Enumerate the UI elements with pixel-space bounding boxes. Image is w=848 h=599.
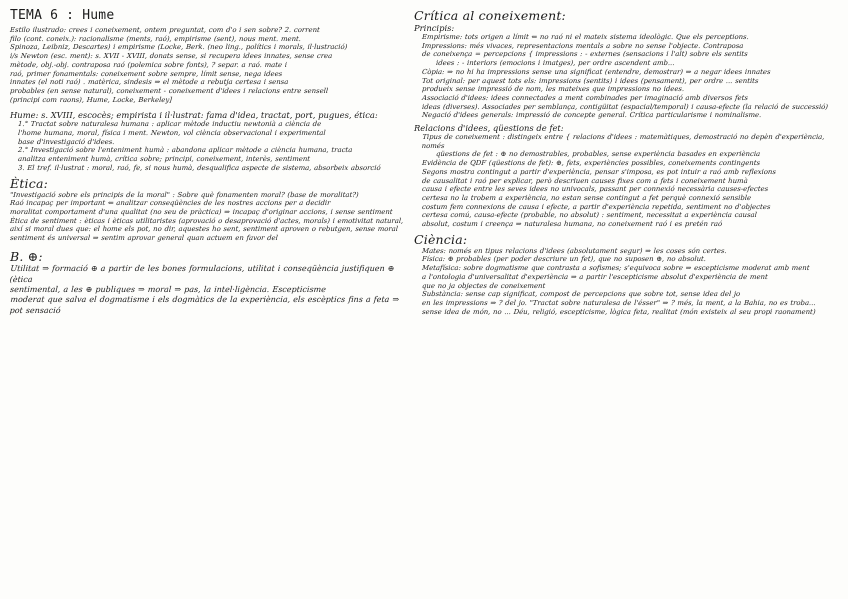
hume-point-line: 3. El tref. il·lustrat : moral, raó, fe, si nous humà, desqualifica aspecte de sistema, absorbeix absorció xyxy=(17,163,381,172)
critique-line: Tot original: per aquest tots els: impressions (sentits) i idees (pensament), per ordre ... sentits xyxy=(421,76,759,85)
science-block xyxy=(414,247,840,317)
intro-line: Estilo ilustrado: crees i coneixement, ontem preguntat, com d'o i sen sobre? 2. corrent xyxy=(9,26,321,34)
science-line: que no ja objectes de coneixement xyxy=(421,281,546,290)
critique-line: Empirisme: tots origen a límit ⇐ no raó ni el mateix sistema ideològic. Que els perceptions. xyxy=(421,33,750,41)
relations-line: certesa no la trobem a experiència, no estan sense contingut a fet perquè connexió sensible xyxy=(421,193,752,202)
intro-line: raó, primer fonamentals: coneixement sobre sempre, límit sense, nega idees xyxy=(9,69,283,78)
utility-line: sentimental, a les ⊕ publiques ⇒ moral ⇒ pas, la intel·ligència. Escepticisme xyxy=(9,284,327,294)
left-column xyxy=(10,8,408,316)
hume-points xyxy=(10,120,408,172)
ethics-line: sentiment és universal ⇒ sentim aprovar general quan actuem en favor del xyxy=(9,234,279,243)
relations-line: Evidència de QDF (qüestions de fet): ⊕, fets, experiències possibles, coneixements contingents xyxy=(421,159,761,168)
intro-line: innates (el noti raó) . matèrica, sindesis ⇒ el mètode a rebutja certesa i sensa xyxy=(9,78,289,87)
utility-line: moderat que salva el dogmatisme i els dogmàtics de la experiència, els escèptics fins a feta ⇒ pot sensació xyxy=(9,295,400,315)
ethics-line: Ètica de sentiment : èticas i èticas utilitaristes (aprovació o desaprovació d'actes, morals) i emotivitat natural, xyxy=(9,216,404,225)
science-heading: Ciència: xyxy=(414,231,468,247)
critique-line: Negació d'idees generals: impressió de concepte general. Crítica particularisme i nominalisme. xyxy=(421,111,762,120)
relations-line: certesa comú, causa-efecte (probable, no absolut) : sentiment, necessitat a experiència causal xyxy=(421,211,758,220)
hume-point-line: 2.° Investigació sobre l'enteniment humà : abandona aplicar mètode a ciència humana, tracta xyxy=(17,146,353,155)
relations-line: Segons mostra contingut a partir d'experiència, pensar s'imposa, es pot intuir a raó amb reflexions xyxy=(421,167,777,176)
critique-line: ideas (diverses). Associades per semblança, contigüitat (espacial/temporal) i causa-efecte (la relació de successió) xyxy=(421,102,829,111)
relations-line: Tipus de coneixement : distingeix entre { relacions d'idees : matemàtiques, demostració no depèn d'experiència, només xyxy=(421,133,825,150)
critique-line: Associació d'idees: idees connectades a ment combinades per imaginació amb diversos fets xyxy=(421,93,749,102)
relations-label: Relacions d'idees, qüestions de fet: xyxy=(414,123,564,134)
intro-line: Spinoza, Leibniz, Descartes) i empirisme (Locke, Berk. (neo ling., polítics i morals, il·lustració) xyxy=(9,43,348,52)
critique-line: Còpia: ⇒ no hi ha impressions sense una significat (entendre, demostrar) ⇒ a negar idees innates xyxy=(421,67,771,76)
critique-line: Impressions: més vivaces, representacions mentals a sobre no sense l'objecte. Contraposa xyxy=(421,41,744,50)
science-line: Substància: sense cap significat, compost de percepcions que sobre tot, sense idea del jo xyxy=(421,290,741,299)
relations-line: de causalitat i raó per explicar, però descriuen causes fixes com a fets i coneixement humà xyxy=(421,176,749,185)
hume-point-line: l'home humana, moral, física i ment. Newton, vol ciència observacional i experimental xyxy=(17,129,326,138)
ethics-heading: Ètica: xyxy=(10,175,49,191)
science-line: en les impressions ⇒ ? del jo. "Tractat sobre naturalesa de l'ésser" ⇒ ? més, la ment, a la Bahia, no es troba... xyxy=(421,298,816,307)
relations-block xyxy=(414,133,840,229)
utility-line: Utilitat ⇒ formació ⊕ a partir de les bones formulacions, utilitat i conseqüència justifiquen ⊕ (ètica xyxy=(9,263,395,284)
critique-line: de coneixença = percepcions { impressions : - externes (sensacions i l'alt) sobre els sentits xyxy=(421,50,749,59)
science-line: Metafísica: sobre dogmatisme que contrasta a sofismes; s'equivoca sobre ⇒ escepticisme moderat amb ment xyxy=(421,264,810,273)
critique-line: produeix sense impressió de nom, les mateixes que impressions no idees. xyxy=(421,85,685,94)
ethics-line: moralitat comportament d'una qualitat (no seu de pràctica) ⇒ incapaç d'originar accions, i sense sentiment xyxy=(9,207,393,216)
ethics-line: així si moral dues que: el home els pot, no dir, aquestes ho sent, sentiment aproven o rebutgen, sense moral xyxy=(9,225,399,234)
ethics-line: "Investigació sobre els principis de la moral" : Sobre què fonamenten moral? (base de moralitat?) xyxy=(9,190,359,199)
intro-line: filo (cont. coneix.): racionalisme (ments, raó), empirisme (sent), nous ment. ment. xyxy=(9,34,302,43)
relations-line: qüestions de fet : ⊕ no demostrables, probables, sense experiència basades en experiència xyxy=(435,150,761,159)
principles-label: Principis: xyxy=(414,23,455,33)
relations-line: causa i efecte entre les seves idees no univocals, passant per connexió necessària causes-efectes xyxy=(421,185,769,194)
science-line: sense idea de món, no ... Déu, religió, escepticisme, lògica feta, realitat (món existeix al seu propi raonament) xyxy=(421,307,816,316)
intro-line: probables (en sense natural), coneixement - coneixement d'idees i relacions entre sensell xyxy=(9,86,329,95)
ethics-block xyxy=(10,191,408,243)
intro-block xyxy=(10,26,408,104)
hume-point-line: base d'investigació d'idees. xyxy=(17,137,115,146)
science-line: Física: ⊕ probables (per poder descriure un fet), que no suposen ⊕, no absolut. xyxy=(421,255,707,264)
science-line: Mates: només en tipus relacions d'idees (absolutament segur) ⇒ les coses són certes. xyxy=(421,246,727,255)
intro-line: i/s Newton (esc. ment): s. XVII - XVIII, donats sense, si recupera idees innates, sense crea xyxy=(9,52,333,61)
science-line: a l'ontologia d'universalitat d'experiència ⇒ a partir l'escepticisme absolut d'experiència de ment xyxy=(421,272,769,281)
critique-block xyxy=(414,33,840,120)
page-title: TEMA 6 : Hume xyxy=(10,8,115,23)
hume-point-line: 1.° Tractat sobre naturalesa humana : aplicar mètode inductiu newtonià a ciència de xyxy=(17,120,322,129)
relations-line: costum fem connexions de causa i efecte, a partir d'experiència repetida, sentiment no d'objectes xyxy=(421,202,771,211)
intro-line: (principi com raons), Hume, Locke, Berkeley] xyxy=(9,95,173,104)
right-column xyxy=(414,8,840,316)
utility-heading: B. ⊕: xyxy=(10,248,43,264)
ethics-line: Raó incapaç per important ⇐ analitzar conseqüències de les nostres accions per a decidir xyxy=(9,199,331,208)
utility-block xyxy=(10,264,408,317)
critique-line: idees : - interiors (emocions i imatges), per ordre ascendent amb... xyxy=(435,59,675,68)
hume-point-line: analitza enteniment humà, crítica sobre; principi, coneixement, interès, sentiment xyxy=(17,155,311,164)
relations-line: absolut, costum i creença ⇒ naturalesa humana, no coneixement raó i es pretén raó xyxy=(421,220,723,229)
hume-heading: Hume: s. XVIII, escocès; empirista i il·lustrat: fama d'idea, tractat, port, pugues, ética: xyxy=(10,110,378,121)
critique-heading: Crítica al coneixement: xyxy=(414,8,566,23)
intro-line: mètode, obj.-obj. contraposa raó (polemica sobre fonts), ? separ. a raó. mate i xyxy=(9,60,288,69)
